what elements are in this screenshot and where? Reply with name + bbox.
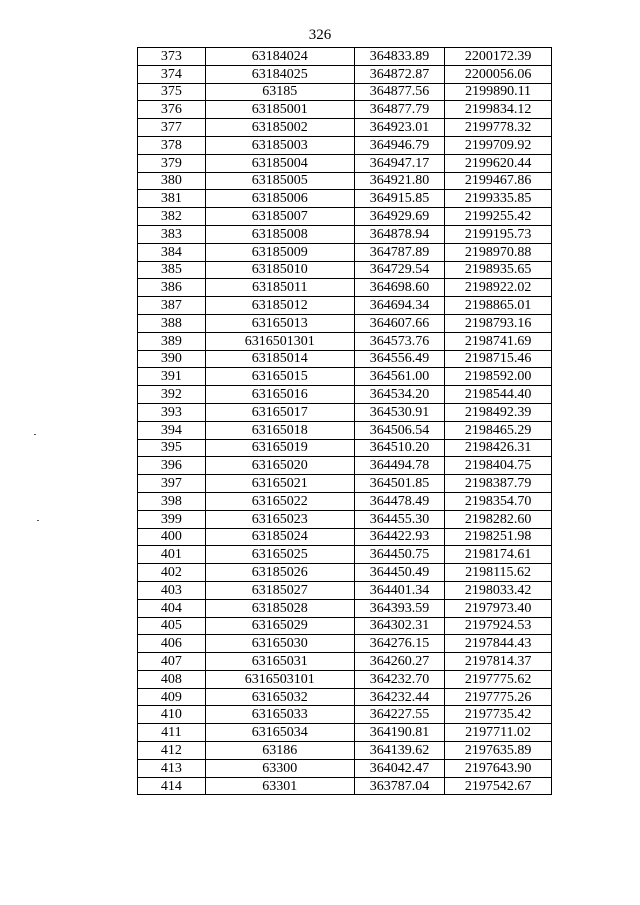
row-index-cell: 378 xyxy=(138,136,206,154)
x-coordinate-cell: 364232.70 xyxy=(354,670,444,688)
table-row xyxy=(138,297,552,315)
row-index-cell: 414 xyxy=(138,777,206,795)
x-coordinate-cell: 364607.66 xyxy=(354,314,444,332)
table-row xyxy=(138,386,552,404)
x-coordinate-cell: 364698.60 xyxy=(354,279,444,297)
y-coordinate-cell: 2199255.42 xyxy=(445,208,552,226)
point-id-cell: 63165019 xyxy=(205,439,354,457)
x-coordinate-cell: 364556.49 xyxy=(354,350,444,368)
table-row xyxy=(138,368,552,386)
table-row xyxy=(138,208,552,226)
point-id-cell: 63184024 xyxy=(205,48,354,66)
x-coordinate-cell: 364260.27 xyxy=(354,653,444,671)
row-index-cell: 392 xyxy=(138,386,206,404)
point-id-cell: 63185 xyxy=(205,83,354,101)
table-row xyxy=(138,403,552,421)
x-coordinate-cell: 364478.49 xyxy=(354,492,444,510)
x-coordinate-cell: 364455.30 xyxy=(354,510,444,528)
point-id-cell: 63185004 xyxy=(205,154,354,172)
y-coordinate-cell: 2198251.98 xyxy=(445,528,552,546)
row-index-cell: 380 xyxy=(138,172,206,190)
point-id-cell: 63185008 xyxy=(205,225,354,243)
x-coordinate-cell: 364694.34 xyxy=(354,297,444,315)
x-coordinate-cell: 364561.00 xyxy=(354,368,444,386)
row-index-cell: 404 xyxy=(138,599,206,617)
table-row xyxy=(138,48,552,66)
y-coordinate-cell: 2197814.37 xyxy=(445,653,552,671)
table-row xyxy=(138,350,552,368)
row-index-cell: 396 xyxy=(138,457,206,475)
table-row xyxy=(138,564,552,582)
point-id-cell: 63185026 xyxy=(205,564,354,582)
y-coordinate-cell: 2200172.39 xyxy=(445,48,552,66)
point-id-cell: 63301 xyxy=(205,777,354,795)
y-coordinate-cell: 2199709.92 xyxy=(445,136,552,154)
point-id-cell: 63185027 xyxy=(205,581,354,599)
table-row xyxy=(138,475,552,493)
y-coordinate-cell: 2198793.16 xyxy=(445,314,552,332)
table-row xyxy=(138,136,552,154)
row-index-cell: 413 xyxy=(138,759,206,777)
point-id-cell: 63185003 xyxy=(205,136,354,154)
table-row xyxy=(138,599,552,617)
x-coordinate-cell: 364833.89 xyxy=(354,48,444,66)
point-id-cell: 63165017 xyxy=(205,403,354,421)
point-id-cell: 63185010 xyxy=(205,261,354,279)
y-coordinate-cell: 2198282.60 xyxy=(445,510,552,528)
table-row xyxy=(138,742,552,760)
x-coordinate-cell: 364139.62 xyxy=(354,742,444,760)
y-coordinate-cell: 2198935.65 xyxy=(445,261,552,279)
x-coordinate-cell: 364877.56 xyxy=(354,83,444,101)
y-coordinate-cell: 2198115.62 xyxy=(445,564,552,582)
y-coordinate-cell: 2198387.79 xyxy=(445,475,552,493)
x-coordinate-cell: 364878.94 xyxy=(354,225,444,243)
table-row xyxy=(138,724,552,742)
row-index-cell: 401 xyxy=(138,546,206,564)
row-index-cell: 397 xyxy=(138,475,206,493)
x-coordinate-cell: 364450.49 xyxy=(354,564,444,582)
y-coordinate-cell: 2198426.31 xyxy=(445,439,552,457)
point-id-cell: 63185001 xyxy=(205,101,354,119)
x-coordinate-cell: 364729.54 xyxy=(354,261,444,279)
x-coordinate-cell: 364422.93 xyxy=(354,528,444,546)
table-row xyxy=(138,65,552,83)
row-index-cell: 408 xyxy=(138,670,206,688)
row-index-cell: 398 xyxy=(138,492,206,510)
row-index-cell: 400 xyxy=(138,528,206,546)
y-coordinate-cell: 2198033.42 xyxy=(445,581,552,599)
point-id-cell: 63185005 xyxy=(205,172,354,190)
y-coordinate-cell: 2198174.61 xyxy=(445,546,552,564)
table-row xyxy=(138,172,552,190)
x-coordinate-cell: 364534.20 xyxy=(354,386,444,404)
row-index-cell: 386 xyxy=(138,279,206,297)
y-coordinate-cell: 2197924.53 xyxy=(445,617,552,635)
table-row xyxy=(138,332,552,350)
point-id-cell: 63165034 xyxy=(205,724,354,742)
y-coordinate-cell: 2198592.00 xyxy=(445,368,552,386)
point-id-cell: 6316503101 xyxy=(205,670,354,688)
y-coordinate-cell: 2197635.89 xyxy=(445,742,552,760)
row-index-cell: 412 xyxy=(138,742,206,760)
x-coordinate-cell: 364946.79 xyxy=(354,136,444,154)
y-coordinate-cell: 2199620.44 xyxy=(445,154,552,172)
y-coordinate-cell: 2198715.46 xyxy=(445,350,552,368)
point-id-cell: 63185024 xyxy=(205,528,354,546)
table-row xyxy=(138,546,552,564)
x-coordinate-cell: 364872.87 xyxy=(354,65,444,83)
coordinates-table xyxy=(137,47,552,795)
point-id-cell: 63165016 xyxy=(205,386,354,404)
row-index-cell: 393 xyxy=(138,403,206,421)
table-row xyxy=(138,706,552,724)
x-coordinate-cell: 364501.85 xyxy=(354,475,444,493)
point-id-cell: 63185028 xyxy=(205,599,354,617)
row-index-cell: 399 xyxy=(138,510,206,528)
scan-speck xyxy=(37,520,39,521)
y-coordinate-cell: 2199890.11 xyxy=(445,83,552,101)
x-coordinate-cell: 363787.04 xyxy=(354,777,444,795)
x-coordinate-cell: 364573.76 xyxy=(354,332,444,350)
y-coordinate-cell: 2199195.73 xyxy=(445,225,552,243)
table-row xyxy=(138,777,552,795)
table-row xyxy=(138,759,552,777)
y-coordinate-cell: 2199335.85 xyxy=(445,190,552,208)
x-coordinate-cell: 364393.59 xyxy=(354,599,444,617)
x-coordinate-cell: 364276.15 xyxy=(354,635,444,653)
table-row xyxy=(138,635,552,653)
point-id-cell: 63165029 xyxy=(205,617,354,635)
table-row xyxy=(138,617,552,635)
row-index-cell: 387 xyxy=(138,297,206,315)
row-index-cell: 384 xyxy=(138,243,206,261)
point-id-cell: 63184025 xyxy=(205,65,354,83)
row-index-cell: 385 xyxy=(138,261,206,279)
table-row xyxy=(138,653,552,671)
table-row xyxy=(138,421,552,439)
x-coordinate-cell: 364042.47 xyxy=(354,759,444,777)
point-id-cell: 63165020 xyxy=(205,457,354,475)
row-index-cell: 377 xyxy=(138,119,206,137)
y-coordinate-cell: 2198922.02 xyxy=(445,279,552,297)
row-index-cell: 379 xyxy=(138,154,206,172)
row-index-cell: 382 xyxy=(138,208,206,226)
row-index-cell: 383 xyxy=(138,225,206,243)
point-id-cell: 63165023 xyxy=(205,510,354,528)
row-index-cell: 395 xyxy=(138,439,206,457)
x-coordinate-cell: 364787.89 xyxy=(354,243,444,261)
point-id-cell: 63185007 xyxy=(205,208,354,226)
x-coordinate-cell: 364510.20 xyxy=(354,439,444,457)
y-coordinate-cell: 2198404.75 xyxy=(445,457,552,475)
row-index-cell: 391 xyxy=(138,368,206,386)
row-index-cell: 409 xyxy=(138,688,206,706)
row-index-cell: 394 xyxy=(138,421,206,439)
row-index-cell: 374 xyxy=(138,65,206,83)
table-row xyxy=(138,190,552,208)
point-id-cell: 63185002 xyxy=(205,119,354,137)
table-row xyxy=(138,314,552,332)
y-coordinate-cell: 2197711.02 xyxy=(445,724,552,742)
y-coordinate-cell: 2199778.32 xyxy=(445,119,552,137)
x-coordinate-cell: 364232.44 xyxy=(354,688,444,706)
point-id-cell: 63185014 xyxy=(205,350,354,368)
table-row xyxy=(138,528,552,546)
point-id-cell: 63165018 xyxy=(205,421,354,439)
y-coordinate-cell: 2200056.06 xyxy=(445,65,552,83)
x-coordinate-cell: 364929.69 xyxy=(354,208,444,226)
point-id-cell: 63165030 xyxy=(205,635,354,653)
point-id-cell: 63165032 xyxy=(205,688,354,706)
row-index-cell: 376 xyxy=(138,101,206,119)
table-row xyxy=(138,279,552,297)
point-id-cell: 63165013 xyxy=(205,314,354,332)
x-coordinate-cell: 364530.91 xyxy=(354,403,444,421)
table-row xyxy=(138,457,552,475)
x-coordinate-cell: 364494.78 xyxy=(354,457,444,475)
x-coordinate-cell: 364921.80 xyxy=(354,172,444,190)
y-coordinate-cell: 2197844.43 xyxy=(445,635,552,653)
table-row xyxy=(138,670,552,688)
row-index-cell: 389 xyxy=(138,332,206,350)
table-row xyxy=(138,492,552,510)
point-id-cell: 63186 xyxy=(205,742,354,760)
y-coordinate-cell: 2198741.69 xyxy=(445,332,552,350)
row-index-cell: 373 xyxy=(138,48,206,66)
point-id-cell: 63165022 xyxy=(205,492,354,510)
table-row xyxy=(138,439,552,457)
row-index-cell: 405 xyxy=(138,617,206,635)
row-index-cell: 388 xyxy=(138,314,206,332)
x-coordinate-cell: 364923.01 xyxy=(354,119,444,137)
row-index-cell: 407 xyxy=(138,653,206,671)
x-coordinate-cell: 364401.34 xyxy=(354,581,444,599)
table-row xyxy=(138,154,552,172)
point-id-cell: 63185006 xyxy=(205,190,354,208)
table-row xyxy=(138,243,552,261)
point-id-cell: 63165025 xyxy=(205,546,354,564)
y-coordinate-cell: 2198865.01 xyxy=(445,297,552,315)
y-coordinate-cell: 2199467.86 xyxy=(445,172,552,190)
table-row xyxy=(138,581,552,599)
row-index-cell: 410 xyxy=(138,706,206,724)
row-index-cell: 381 xyxy=(138,190,206,208)
point-id-cell: 6316501301 xyxy=(205,332,354,350)
row-index-cell: 403 xyxy=(138,581,206,599)
point-id-cell: 63165033 xyxy=(205,706,354,724)
table-row xyxy=(138,101,552,119)
table-row xyxy=(138,688,552,706)
point-id-cell: 63185011 xyxy=(205,279,354,297)
y-coordinate-cell: 2197542.67 xyxy=(445,777,552,795)
point-id-cell: 63300 xyxy=(205,759,354,777)
y-coordinate-cell: 2198492.39 xyxy=(445,403,552,421)
page-number: 326 xyxy=(308,27,332,43)
x-coordinate-cell: 364450.75 xyxy=(354,546,444,564)
row-index-cell: 406 xyxy=(138,635,206,653)
table-row xyxy=(138,261,552,279)
y-coordinate-cell: 2197735.42 xyxy=(445,706,552,724)
x-coordinate-cell: 364506.54 xyxy=(354,421,444,439)
table-row xyxy=(138,119,552,137)
point-id-cell: 63165015 xyxy=(205,368,354,386)
x-coordinate-cell: 364190.81 xyxy=(354,724,444,742)
y-coordinate-cell: 2198544.40 xyxy=(445,386,552,404)
y-coordinate-cell: 2199834.12 xyxy=(445,101,552,119)
y-coordinate-cell: 2197973.40 xyxy=(445,599,552,617)
scan-speck xyxy=(34,434,36,435)
table-row xyxy=(138,83,552,101)
point-id-cell: 63185009 xyxy=(205,243,354,261)
y-coordinate-cell: 2198970.88 xyxy=(445,243,552,261)
y-coordinate-cell: 2197775.62 xyxy=(445,670,552,688)
y-coordinate-cell: 2197775.26 xyxy=(445,688,552,706)
y-coordinate-cell: 2198465.29 xyxy=(445,421,552,439)
point-id-cell: 63165021 xyxy=(205,475,354,493)
x-coordinate-cell: 364947.17 xyxy=(354,154,444,172)
row-index-cell: 375 xyxy=(138,83,206,101)
x-coordinate-cell: 364227.55 xyxy=(354,706,444,724)
table-body xyxy=(138,48,552,795)
row-index-cell: 390 xyxy=(138,350,206,368)
x-coordinate-cell: 364877.79 xyxy=(354,101,444,119)
row-index-cell: 411 xyxy=(138,724,206,742)
table-row xyxy=(138,225,552,243)
row-index-cell: 402 xyxy=(138,564,206,582)
y-coordinate-cell: 2197643.90 xyxy=(445,759,552,777)
y-coordinate-cell: 2198354.70 xyxy=(445,492,552,510)
point-id-cell: 63185012 xyxy=(205,297,354,315)
x-coordinate-cell: 364302.31 xyxy=(354,617,444,635)
table-row xyxy=(138,510,552,528)
point-id-cell: 63165031 xyxy=(205,653,354,671)
x-coordinate-cell: 364915.85 xyxy=(354,190,444,208)
